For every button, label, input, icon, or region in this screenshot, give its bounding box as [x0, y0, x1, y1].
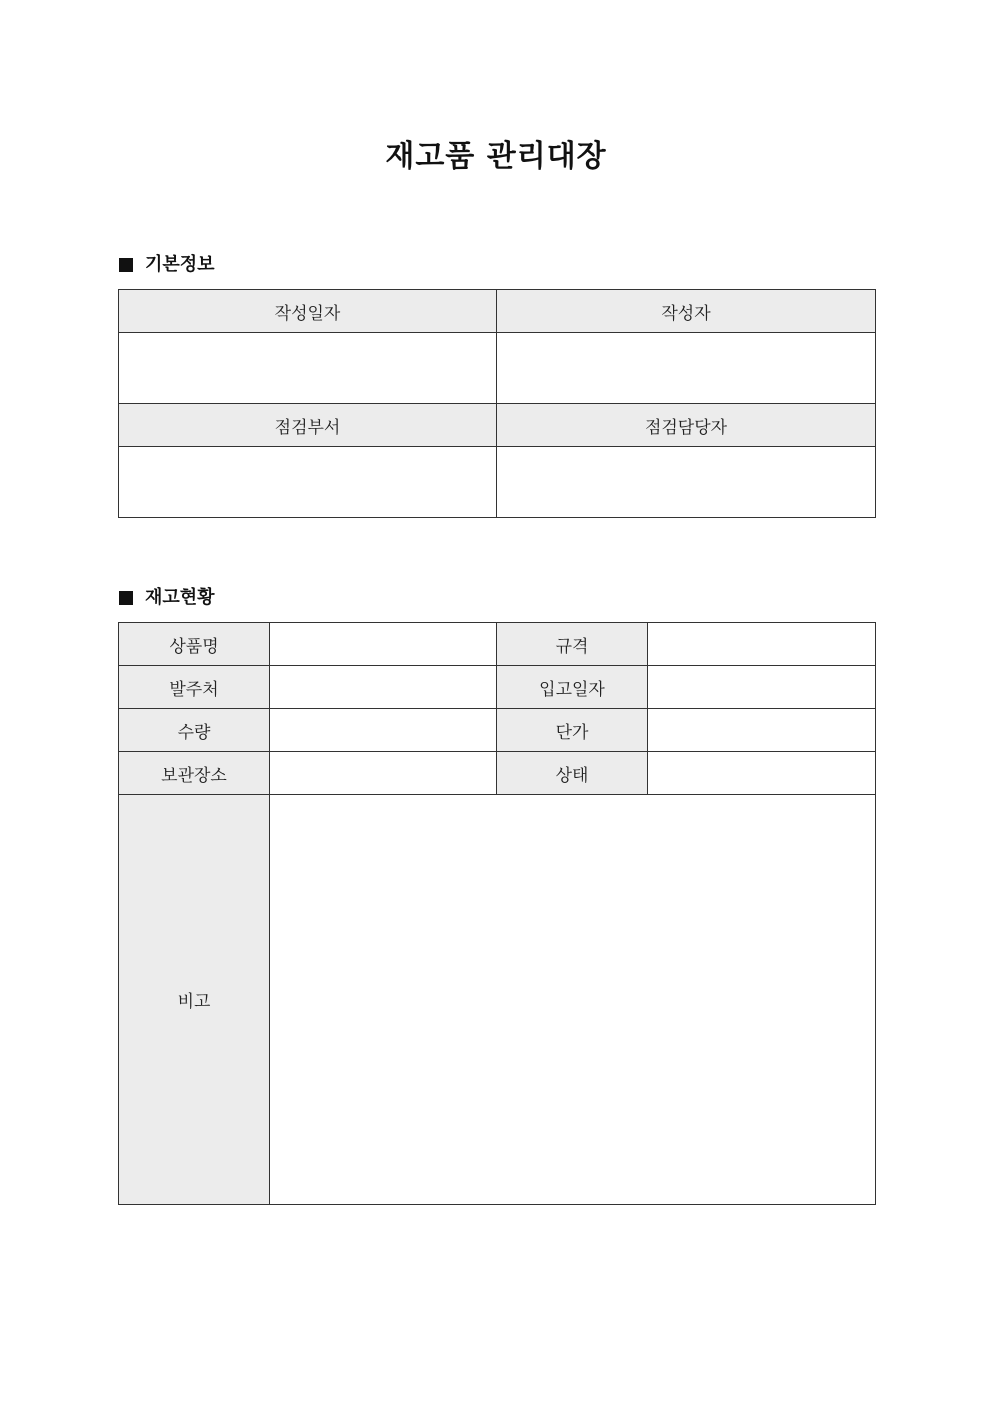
- field-value-inspection-dept[interactable]: [119, 447, 497, 518]
- field-label-quantity: 수량: [119, 709, 270, 752]
- field-value-status[interactable]: [648, 752, 876, 795]
- field-label-remarks: 비고: [119, 795, 270, 1205]
- table-row: [119, 666, 876, 709]
- square-bullet-icon: [119, 258, 133, 272]
- section-heading-inventory: [119, 586, 215, 610]
- document-title: 재고품 관리대장: [385, 139, 607, 174]
- basic-info-table: [118, 289, 876, 518]
- table-row: [119, 290, 876, 333]
- table-row: [119, 447, 876, 518]
- section-heading-label: 재고현황: [145, 587, 215, 608]
- field-value-product-name[interactable]: [270, 623, 497, 666]
- field-value-storage-location[interactable]: [270, 752, 497, 795]
- field-value-inspector[interactable]: [497, 447, 876, 518]
- section-heading-label: 기본정보: [145, 254, 215, 275]
- field-label-author: 작성자: [497, 290, 876, 333]
- field-value-supplier[interactable]: [270, 666, 497, 709]
- field-label-created-date: 작성일자: [119, 290, 497, 333]
- field-label-supplier: 발주처: [119, 666, 270, 709]
- field-label-status: 상태: [497, 752, 648, 795]
- field-label-product-name: 상품명: [119, 623, 270, 666]
- field-value-created-date[interactable]: [119, 333, 497, 404]
- table-row: [119, 623, 876, 666]
- field-value-received-date[interactable]: [648, 666, 876, 709]
- field-value-remarks[interactable]: [270, 795, 876, 1205]
- table-row: [119, 404, 876, 447]
- inventory-table: [118, 622, 876, 1205]
- field-label-spec: 규격: [497, 623, 648, 666]
- table-row: [119, 752, 876, 795]
- field-label-storage-location: 보관장소: [119, 752, 270, 795]
- section-heading-basic-info: [119, 253, 215, 277]
- table-row: [119, 795, 876, 1205]
- table-row: [119, 709, 876, 752]
- field-label-inspection-dept: 점검부서: [119, 404, 497, 447]
- field-value-author[interactable]: [497, 333, 876, 404]
- field-value-spec[interactable]: [648, 623, 876, 666]
- field-value-quantity[interactable]: [270, 709, 497, 752]
- field-value-unit-price[interactable]: [648, 709, 876, 752]
- field-label-received-date: 입고일자: [497, 666, 648, 709]
- field-label-inspector: 점검담당자: [497, 404, 876, 447]
- square-bullet-icon: [119, 591, 133, 605]
- field-label-unit-price: 단가: [497, 709, 648, 752]
- table-row: [119, 333, 876, 404]
